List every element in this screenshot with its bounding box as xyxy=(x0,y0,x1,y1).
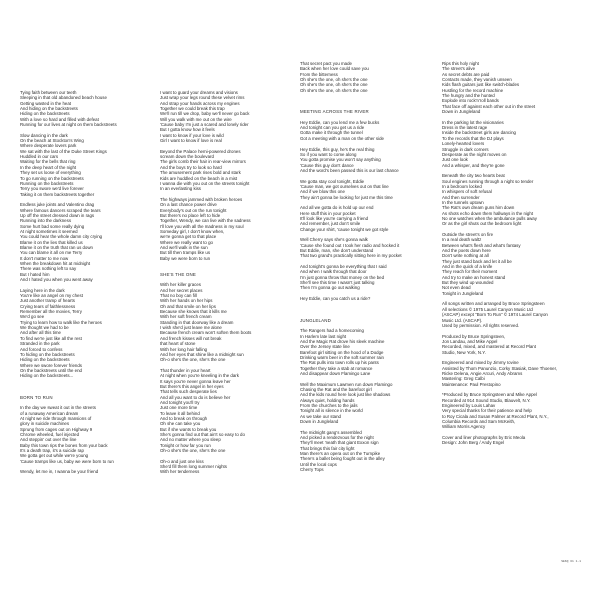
text-line: The girls comb their hair in rear-view mirrors xyxy=(160,159,246,165)
text-line: You're like an angel on my chest xyxy=(20,293,83,299)
text-line: Waiting for the bells that ring xyxy=(20,159,76,165)
text-line: 'Cause man, we got ourselves out on that line xyxy=(300,183,389,189)
text-line: (ASCAP) except "Born To Run" © 1974 Laurel Canyon xyxy=(442,312,548,318)
text-line: Mastering: Greg Calbi xyxy=(442,376,485,382)
text-line: Beyond the Palace hemi-powered drones xyxy=(160,148,241,154)
text-line: But I hated him xyxy=(20,271,50,277)
text-line: From the bitterness xyxy=(300,71,338,77)
text-line: To hiding on the backstreets xyxy=(20,351,75,357)
text-line: In whispers of soft refusal xyxy=(442,189,492,195)
text-line: And disappear down Flamingo Lane xyxy=(300,370,371,376)
text-line: Recorded at 914 Sound Studio, Blauvelt, N.Y. xyxy=(442,397,531,403)
song-title: BORN TO RUN xyxy=(20,394,53,400)
text-line: And tonight you'll try xyxy=(160,399,200,405)
text-line: To find we're just like all the rest xyxy=(20,335,82,341)
text-line: that heart of stone xyxy=(160,341,196,347)
text-line: With her long hair falling xyxy=(160,346,208,352)
text-line: Huddled in our cars xyxy=(20,154,59,160)
text-line: In the tunnels uptown xyxy=(442,199,484,205)
text-line: And to break on through xyxy=(160,415,208,421)
text-line: And tonight's gonna be everything that I said xyxy=(300,264,387,270)
text-line: 'Cause tramps like us, baby we were born to run xyxy=(20,458,114,464)
text-line: Change your shirt, 'cause tonight we got style xyxy=(300,226,389,232)
text-line: Oh-o she's the one, she's the one xyxy=(160,448,226,454)
text-line: Just another tramp of hearts xyxy=(20,298,75,304)
text-line: Down in Jungleland xyxy=(442,109,481,115)
text-line: Where we really want to go xyxy=(160,239,213,245)
text-line: Back when her love could save you xyxy=(300,66,369,72)
text-line: They ain't gonna be looking for just me this time xyxy=(300,194,393,200)
text-line: Will you walk with me out on the wire xyxy=(160,116,232,122)
text-line: Maintenance: Paul Prestopino xyxy=(442,381,501,387)
text-line: Up off the street dressed down in rags xyxy=(20,212,95,218)
text-line: So if you want to come along xyxy=(300,151,357,157)
text-line: Stranded in the park xyxy=(20,341,60,347)
text-line: That face off against each other out in the street xyxy=(442,103,536,109)
text-line: Studio, New York, N.Y. xyxy=(442,349,486,355)
text-line: Running on the backstreets xyxy=(20,180,74,186)
credits-column xyxy=(442,61,582,446)
text-line: Inside the backstreet girls are dancing xyxy=(442,130,516,136)
text-line: We gotta get out while we're young xyxy=(20,453,89,459)
text-line: Engineered by Louis Lahav xyxy=(442,403,496,408)
text-line: scream down the boulevard xyxy=(160,154,214,160)
text-line: But there's this angel in her eyes xyxy=(160,383,224,389)
text-line: Kids are huddled on the beach in a mist xyxy=(160,175,238,181)
text-line: And the kids round here look just like shadows xyxy=(300,392,391,398)
text-line: And the poets down here xyxy=(442,248,491,254)
text-line: Slow dancing in the dark xyxy=(20,132,68,138)
text-line: In Harlem late last night xyxy=(300,333,347,339)
text-line: Tying faith between our teeth xyxy=(20,90,77,95)
text-line: At night sometimes it seemed xyxy=(20,228,78,234)
text-line: Very special thanks for their patience and help xyxy=(442,408,532,414)
text-line: But Eddie, man, she don't understand xyxy=(300,248,374,254)
text-line: And steppin' out over the line xyxy=(20,437,77,443)
text-line: Dress in the latest rage xyxy=(442,125,488,131)
text-line: Endless juke joints and Valentino drag xyxy=(20,202,95,208)
text-line: And her eyes that shine like a midnight sun xyxy=(160,351,244,357)
text-line: And try to make an honest stand xyxy=(442,274,506,280)
text-line: Soul engines running through a night so tender xyxy=(442,178,534,184)
text-line: Desperate as the night moves on xyxy=(442,151,507,157)
text-line: Then I'm gonna go out walking xyxy=(300,285,360,291)
text-line: Lonely-hearted lovers xyxy=(442,141,485,147)
text-line: The Rat pulls into town rolls up his pants xyxy=(300,360,379,366)
text-line: It don't matter to me now xyxy=(20,255,69,261)
text-line: 'Cause she found out I took her radio and hocked it xyxy=(300,242,400,248)
text-line: It's a death trap, it's a suicide rap xyxy=(20,448,84,454)
text-line: Wendy, let me in, I wanna be your friend xyxy=(20,469,99,475)
text-line: That no boy can fill xyxy=(160,293,197,299)
text-line: And in the quick of a knife xyxy=(442,264,493,270)
text-line: Where famous dancers scraped the tears xyxy=(20,207,101,213)
text-line: I want to know if your love is wild xyxy=(160,132,224,138)
text-line: Running for our lives at night on them backstreets xyxy=(20,122,117,128)
text-line: *Produced by Bruce Springsteen and Mike Appel xyxy=(442,392,537,398)
text-line: With her hands on her hips xyxy=(160,298,213,304)
text-line: And when I walk through that door xyxy=(300,269,367,275)
text-line: With a love so hard and filled with defeat xyxy=(20,116,99,122)
text-line: There's a ballet being fought out in the alley xyxy=(300,456,385,462)
text-line: And I hated you when you went away xyxy=(20,277,93,283)
text-line: Cover and liner photographs by Eric Meola xyxy=(442,435,526,441)
text-line: Design: John Berg / Andy Engel xyxy=(442,440,504,446)
text-line: All songs written and arranged by Bruce Springsteen xyxy=(442,301,545,307)
text-line: Terry you swore we'd live forever xyxy=(20,186,84,192)
text-line: Not even dead xyxy=(442,285,471,291)
text-line: Always quiet, holding hands xyxy=(300,397,355,403)
text-line: And if we blow this one xyxy=(300,189,345,195)
text-line: Beneath the city two hearts beat xyxy=(442,173,505,179)
text-line: All selections © 1975 Laurel Canyon Music Ltd xyxy=(442,306,533,312)
text-line: Tonight in Jungleland xyxy=(442,290,484,296)
text-line: we're gonna get to that place xyxy=(160,234,217,240)
text-line: Between what's flesh and what's fantasy xyxy=(442,242,521,248)
text-line: As secret debts are paid xyxy=(442,71,490,77)
text-line: But till then tramps like us xyxy=(160,250,211,256)
text-line: Kids flash guitars just like switch-blades xyxy=(442,82,520,88)
text-line: The Rangers had a homecoming xyxy=(300,328,364,334)
text-line: At night we ride through mansions of xyxy=(20,415,92,421)
text-line: Don't write nothing at all xyxy=(442,253,489,259)
text-line: Rips this holy night xyxy=(442,61,479,66)
text-line: There was nothing left to say xyxy=(20,266,77,272)
text-line: Taking it on them backstreets together xyxy=(20,191,95,197)
text-line: The hungry and the hunted xyxy=(442,93,495,99)
text-line: Oh and that smile on her lips xyxy=(160,303,216,309)
text-line: And tonight can you get us a ride xyxy=(300,125,365,131)
text-line: Oh she's the one, oh she's the one xyxy=(300,77,368,83)
text-line: On a last chance power drive xyxy=(160,202,217,208)
text-line: In an everlasting kiss xyxy=(160,186,201,192)
text-line: Just one look xyxy=(442,157,468,163)
text-line: Here stuff this in your pocket xyxy=(300,210,356,216)
text-line: Over the Jersey state line xyxy=(300,344,350,350)
text-line: Or as the girl shuts out the bedroom light xyxy=(442,221,522,227)
text-line: Sprung from cages out on Highway 9 xyxy=(20,426,93,432)
text-line: Contacts made, they vanish unseen xyxy=(442,77,512,83)
text-line: Blame it on the lies that killed us xyxy=(20,239,83,245)
text-line: To go running on the backstreets xyxy=(20,175,84,181)
text-line: Outside the street's on fire xyxy=(442,232,494,237)
text-line: Engineered and mixed by Jimmy Iovine xyxy=(442,360,519,366)
text-line: When the breakdown hit at midnight xyxy=(20,261,91,266)
text-line: From the churches to the jails xyxy=(300,403,358,408)
text-line: Trying to learn how to walk like the heroes xyxy=(20,319,102,325)
text-line: Together, Wendy, we can live with the sadness xyxy=(160,218,251,224)
text-line: That two grand's practically sitting here in my pocket xyxy=(300,253,402,259)
text-line: But they wind up wounded xyxy=(442,280,494,286)
text-line: Oh-o she's the one, she's the one xyxy=(160,357,226,363)
text-line: You could hear the whole damn city crying xyxy=(20,234,103,240)
text-line: With her soft french cream xyxy=(160,314,212,320)
text-line: As shots echo down them hallways in the night xyxy=(442,210,534,216)
text-line: We thought we had to be xyxy=(20,325,69,331)
catalog-code: SE6Q 61 1-1 xyxy=(561,560,581,563)
text-line: She's gonna find out that ain't so easy to do xyxy=(160,432,245,437)
text-line: But I gotta know how it feels xyxy=(160,127,215,133)
text-line: I'm just gonna throw that money on the bed xyxy=(300,274,385,280)
text-line: Girl I want to know if love is real xyxy=(160,138,222,144)
song-title: MEETING ACROSS THE RIVER xyxy=(300,109,369,115)
text-line: Where we swore forever friends xyxy=(20,362,82,368)
text-line: Baby we were born to run xyxy=(160,255,211,261)
text-line: Remember all the movies, Terry xyxy=(20,309,82,315)
text-line: Down in Jungleland xyxy=(300,419,339,425)
text-line: The midnight gang's assembled xyxy=(300,429,362,435)
text-line: Because she knows that it kills me xyxy=(160,309,227,315)
text-line: Well Cherry says she's gonna walk xyxy=(300,237,368,243)
text-line: They reach for their moment xyxy=(442,269,498,275)
text-line: To the records that the DJ plays xyxy=(442,135,504,141)
text-line: Laying here in the dark xyxy=(20,287,65,293)
text-line: And picked a rendezvous for the night xyxy=(300,435,374,441)
text-line: Gotta make it through the tunnel xyxy=(300,130,363,136)
text-line: And her secret places xyxy=(160,287,203,293)
text-line: You gotta promise you won't say anything xyxy=(300,157,381,163)
text-line: We'll run till we drop, baby we'll never go back xyxy=(160,111,250,117)
text-line: Columbia Records and Sam McKeith, xyxy=(442,419,516,425)
text-line: Standing in that doorway like a dream xyxy=(160,319,234,325)
text-line: The street's alive xyxy=(442,66,476,72)
text-line: I wanna die with you out on the streets tonight xyxy=(160,180,250,186)
text-line: And hiding on the backstreets xyxy=(20,106,78,112)
text-line: Getting wasted in the heat xyxy=(20,100,72,106)
text-line: Until the local cops xyxy=(300,461,337,467)
text-line: Oh she can take you xyxy=(160,421,201,427)
text-line: She'll see this time I wasn't just talking xyxy=(300,280,375,286)
text-line: And strap your hands across my engines xyxy=(160,100,240,106)
text-line: You can blame it all on me Terry xyxy=(20,250,83,256)
text-line: Together we could break this trap xyxy=(160,106,225,112)
text-line: Hey Eddie, can you catch us a ride? xyxy=(300,296,371,302)
text-line: As we take our stand xyxy=(300,413,342,419)
text-line: And french kisses will not break xyxy=(160,335,222,341)
text-line: And then surrender xyxy=(442,194,480,200)
text-line: Chasing the Rat and the barefoot girl xyxy=(300,386,372,392)
text-line: Used by permission. All rights reserved. xyxy=(442,322,520,328)
text-line: She'd fill them long summer nights xyxy=(160,464,227,470)
text-line: It'll look like you're carrying a friend xyxy=(300,215,369,221)
text-line: Someday girl, I don't know when, xyxy=(160,228,225,234)
text-line: Sleeping in that old abandoned beach house xyxy=(20,95,107,101)
text-line: In a bedroom locked xyxy=(442,183,482,189)
text-line: And the word's been passed this is our last chance xyxy=(300,167,399,173)
text-line: And a whisper, and they're gone xyxy=(442,162,505,168)
text-line: That secret pact you made xyxy=(300,61,352,66)
text-line: They set us loose of everything xyxy=(20,170,81,176)
text-line: It says you're never gonna leave her xyxy=(160,378,231,384)
text-line: Hiding on the backstreets... xyxy=(20,373,74,379)
text-line: On the beach at Stockton's Wing xyxy=(20,138,84,144)
text-line: Hiding on the backstreets xyxy=(20,357,70,363)
text-line: On the backstreets until the end xyxy=(20,367,82,373)
text-line: Man there's an opera out on the Turnpike xyxy=(300,451,381,457)
text-line: Everybody's out on the run tonight xyxy=(160,207,227,213)
text-line: They just stand back and let it all be xyxy=(442,258,512,264)
text-line: Oh she's the one, oh she's the one xyxy=(300,87,368,93)
text-line: And forced to confess xyxy=(20,346,63,352)
text-line: I'll love you with all the madness in my soul xyxy=(160,223,244,229)
text-line: The amusement park rises bold and stark xyxy=(160,170,241,176)
text-line: 'Cause this guy don't dance xyxy=(300,162,354,168)
text-line: Cherry Tops xyxy=(300,467,324,473)
text-line: to Roy Cicala and Susan Palmer at Record Plant, N.Y., xyxy=(442,413,549,419)
text-line: But there's no place left to hide xyxy=(160,212,221,218)
text-line: And after all this time xyxy=(20,330,61,336)
text-line: William Morris Agency xyxy=(442,424,486,430)
text-line: In the parking lot the visionaries xyxy=(442,119,504,125)
text-line: Tonight or how far you run xyxy=(160,442,211,448)
text-line: In the deep heart of the night xyxy=(20,164,77,170)
text-line: of a runaway American dream xyxy=(20,410,79,416)
text-line: The highways jammed with broken heroes xyxy=(160,196,243,202)
song-title: SHE'S THE ONE xyxy=(160,271,197,277)
text-line: I want to guard your dreams and visions xyxy=(160,90,238,95)
text-line: Hey Eddie, can you lend me a few bucks xyxy=(300,119,380,125)
text-line: We gotta stay cool tonight, Eddie xyxy=(300,178,365,184)
text-line: Chrome wheeled, fuel injected xyxy=(20,432,80,437)
song-title: JUNGLELAND xyxy=(300,317,332,323)
text-line: Blame it on the truth that ran us down xyxy=(20,244,93,250)
text-line: At night when you're kneeling in the dark xyxy=(160,373,239,379)
text-line: And no matter where you sleep xyxy=(160,437,221,443)
text-line: Hiding on the backstreets xyxy=(20,111,70,117)
text-line: Hey Eddie, this guy, he's the real thing xyxy=(300,146,375,152)
text-line: And remember, just don't smile xyxy=(300,221,361,227)
lyrics-column-1 xyxy=(20,90,160,475)
text-line: That brings this fair city light xyxy=(300,445,355,451)
text-line: Crying tears of faithlessness xyxy=(20,303,76,309)
text-line: We sat with the last of the Duke Street Kings xyxy=(20,148,107,154)
text-line: Some hurt bad some really dying xyxy=(20,223,85,229)
text-line: And we'll walk in the sun xyxy=(160,244,208,250)
lyrics-column-2 xyxy=(160,90,300,475)
text-line: Well the Maximum Lawmen run down Flamingo xyxy=(300,381,393,387)
text-line: Drinking warm beer in the soft summer rain xyxy=(300,354,384,360)
text-line: Ricke Delena, Angie Arcuri, Andy Abrams xyxy=(442,370,523,376)
text-line: Just wrap your legs round these velvet rims xyxy=(160,95,245,101)
text-line: And the Magic Rat drove his sleek machine xyxy=(300,338,385,344)
text-line: And the boys try to look so hard xyxy=(160,164,222,170)
text-line: Got a meeting with a man on the other side xyxy=(300,135,384,141)
text-line: Tonight all is silence in the world xyxy=(300,408,363,414)
text-line: Struggle in dark corners xyxy=(442,146,489,152)
text-line: Oh-o and just one kiss xyxy=(160,458,204,464)
text-line: glory in suicide machines xyxy=(20,421,70,427)
text-line: Assisted by Thom Panunzio, Corky Stasiak, Dave Thoener, xyxy=(442,365,558,371)
text-line: We'd go see xyxy=(20,314,45,320)
lyrics-column-3 xyxy=(300,61,440,472)
text-line: With her tenderness xyxy=(160,469,200,475)
text-line: Jon Landau, and Mike Appel xyxy=(442,338,498,344)
text-line: But if she wants to break you xyxy=(160,426,217,432)
text-line: Hustling for the record machine xyxy=(442,87,504,93)
text-line: And all you want to do is believe her xyxy=(160,394,231,400)
text-line: Just one more time xyxy=(160,405,198,411)
text-line: Produced by Bruce Springsteen, xyxy=(442,333,506,339)
text-line: Baby this town rips the bones from your back xyxy=(20,442,108,448)
text-line: Barefoot girl sitting on the hood of a Dodge xyxy=(300,349,384,355)
text-line: Where desperate lovers park xyxy=(20,143,77,149)
text-line: To leave it all behind xyxy=(160,410,200,416)
text-line: I wish she'd just leave me alone xyxy=(160,325,222,331)
text-line: The Rat's own dream guns him down xyxy=(442,205,515,211)
text-line: Oh she's the one, oh she's the one xyxy=(300,82,368,88)
text-line: 'Cause baby I'm just a scared and lonely rider xyxy=(160,122,249,128)
text-line: With her killer graces xyxy=(160,282,201,288)
text-line: Recorded, mixed, and mastered at Record Plant xyxy=(442,344,536,350)
text-line: Music Ltd. (ASCAP). xyxy=(442,317,483,323)
text-line: They'll meet 'neath that giant Exxon sign xyxy=(300,440,379,446)
text-line: In a real death waltz xyxy=(442,237,482,243)
text-line: Running into the darkness xyxy=(20,218,72,224)
text-line: And all we gotta do is hold up our end xyxy=(300,205,374,211)
text-line: No one watches when the ambulance pulls away xyxy=(442,215,537,221)
text-line: That tells such desperate lies xyxy=(160,389,217,395)
text-line: Explode into rock'n'roll bands xyxy=(442,98,499,104)
text-line: Together they take a stab at romance xyxy=(300,365,373,371)
text-line: That thunder in your heart xyxy=(160,367,211,373)
text-line: Because french cream won't soften them boots xyxy=(160,330,252,336)
text-line: In the day we sweat it out in the streets xyxy=(20,405,96,411)
